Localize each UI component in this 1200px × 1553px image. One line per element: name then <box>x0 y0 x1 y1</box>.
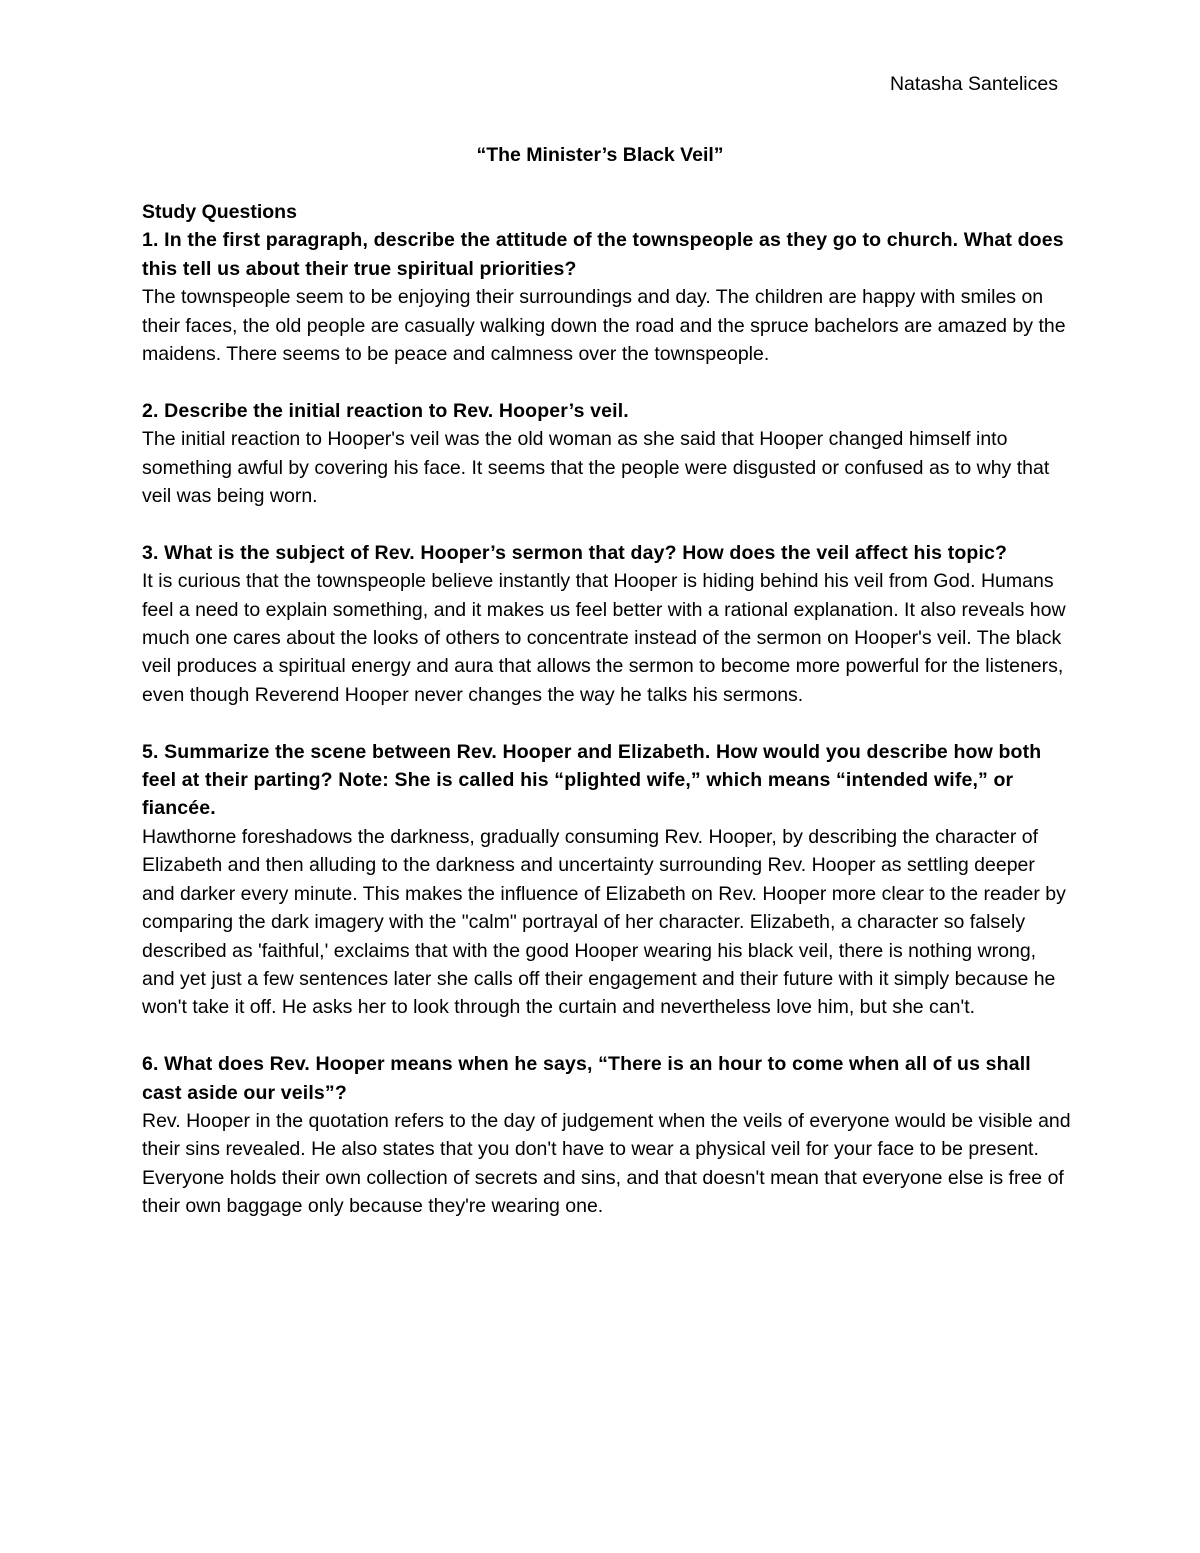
document-title: “The Minister’s Black Veil” <box>476 144 724 166</box>
answer-text: Rev. Hooper in the quotation refers to the day of judgement when the veils of everyone would be visible and their sins revealed. He also states that you don't have to wear a physical veil for your face to be present. Everyone holds their own collection of secrets and sins, and that doesn't mean that everyone else is free of their own baggage only because they're wearing one. <box>142 1109 1071 1218</box>
question-text: 3. What is the subject of Rev. Hooper’s sermon that day? How does the veil affect his topic? <box>142 541 1008 564</box>
document-body <box>142 198 1072 1249</box>
question-text: 1. In the first paragraph, describe the attitude of the townspeople as they go to church. What does this tell us about their true spiritual priorities? <box>142 229 1064 280</box>
question-block-3 <box>142 539 1072 709</box>
author-name: Natasha Santelices <box>889 73 1058 95</box>
question-block-2 <box>142 397 1072 511</box>
question-block-1 <box>142 198 1072 368</box>
answer-text: The initial reaction to Hooper's veil was the old woman as she said that Hooper changed himself into something awful by covering his face. It seems that the people were disgusted or confused as to why that veil was being worn. <box>142 428 1050 508</box>
answer-text: It is curious that the townspeople believe instantly that Hooper is hiding behind his veil from God. Humans feel a need to explain something, and it makes us feel better with a rational explanation. It also reveals how much one cares about the looks of others to concentrate instead of the sermon on Hooper's veil. The black veil produces a spiritual energy and aura that allows the sermon to become more powerful for the listeners, even though Reverend Hooper never changes the way he talks his sermons. <box>142 570 1066 706</box>
question-text: 5. Summarize the scene between Rev. Hooper and Elizabeth. How would you describe how both feel at their parting? Note: She is called his “plighted wife,” which means “intended wife,” or fiancée. <box>142 740 1042 820</box>
answer-text: The townspeople seem to be enjoying their surroundings and day. The children are happy with smiles on their faces, the old people are casually walking down the road and the spruce bachelors are amazed by the maidens. There seems to be peace and calmness over the townspeople. <box>142 286 1066 366</box>
question-text: 6. What does Rev. Hooper means when he says, “There is an hour to come when all of us shall cast aside our veils”? <box>142 1053 1031 1104</box>
question-block-5 <box>142 738 1072 1022</box>
question-block-6 <box>142 1050 1072 1220</box>
answer-text: Hawthorne foreshadows the darkness, gradually consuming Rev. Hooper, by describing the character of Elizabeth and then alluding to the darkness and uncertainty surrounding Rev. Hooper as settling deeper and darker every minute. This makes the influence of Elizabeth on Rev. Hooper more clear to the reader by comparing the dark imagery with the "calm" portrayal of her character. Elizabeth, a character so falsely described as 'faithful,' exclaims that with the good Hooper wearing his black veil, there is nothing wrong, and yet just a few sentences later she calls off their engagement and their future with it simply because he won't take it off. He asks her to look through the curtain and nevertheless love him, but she can't. <box>142 825 1066 1019</box>
question-text: 2. Describe the initial reaction to Rev. Hooper’s veil. <box>142 399 629 422</box>
section-heading: Study Questions <box>142 201 297 223</box>
